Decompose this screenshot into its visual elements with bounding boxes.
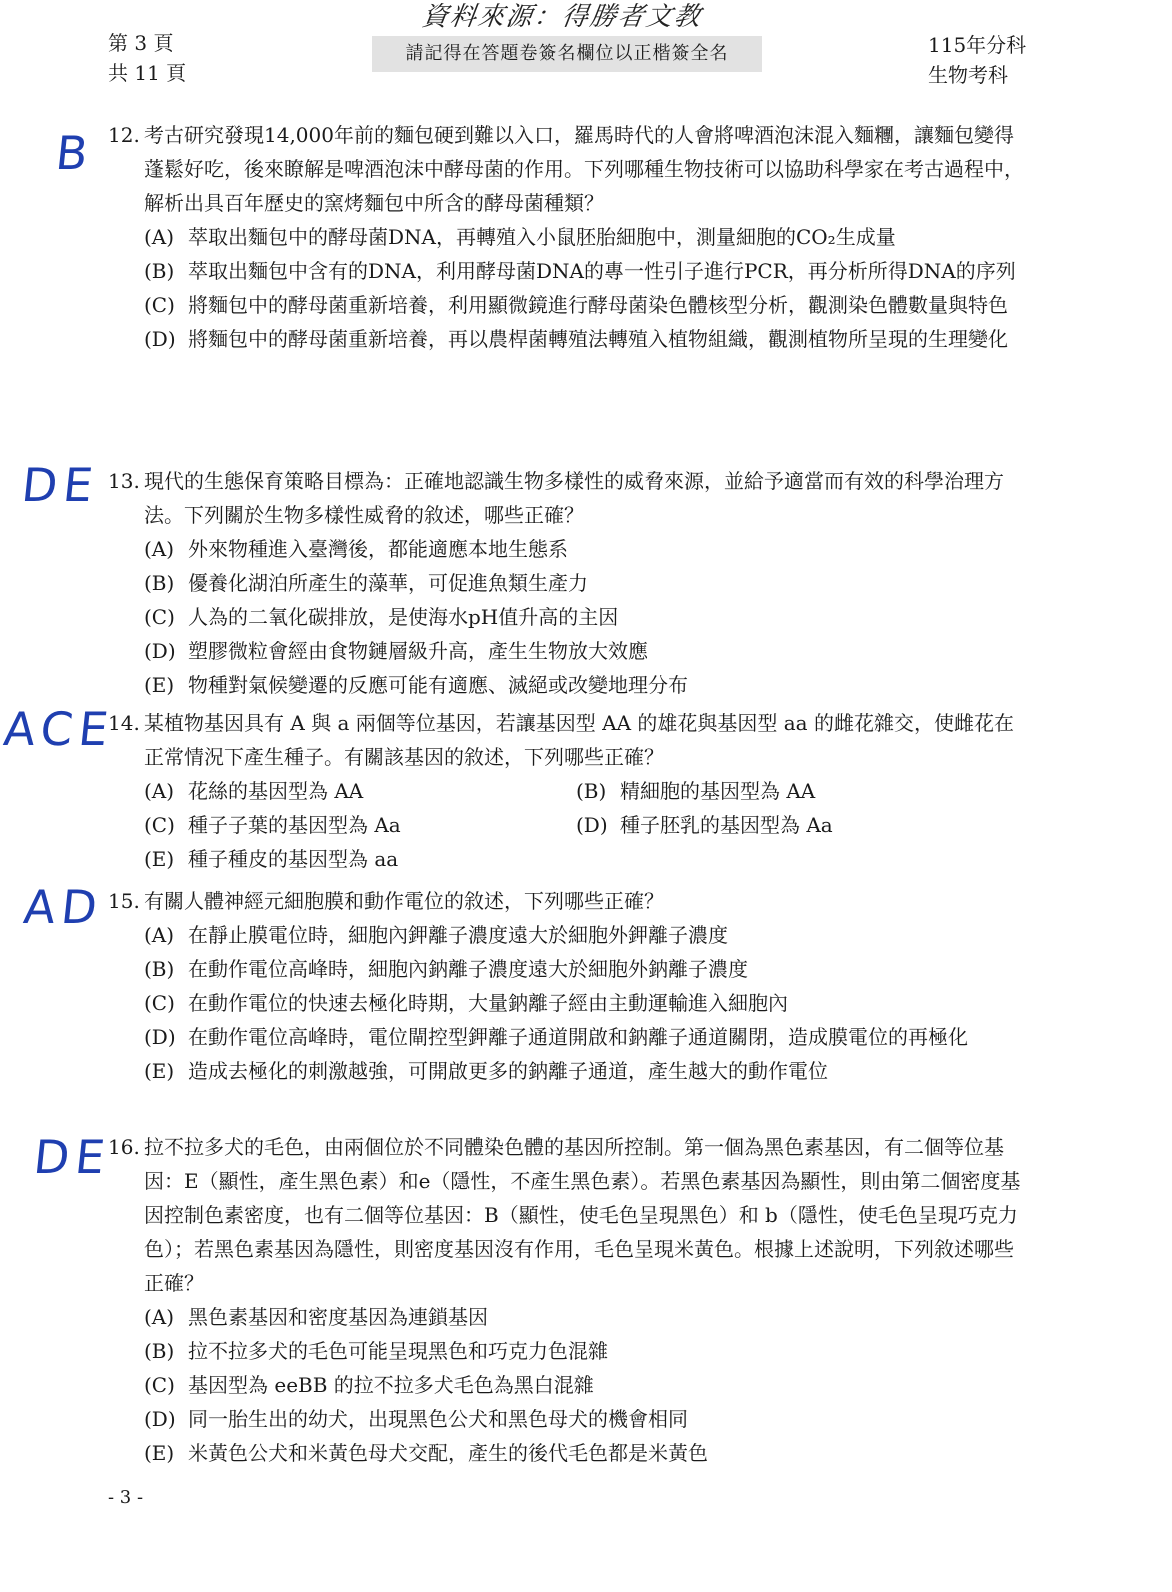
option-label: (B)	[144, 259, 175, 283]
option-label: (B)	[144, 1339, 175, 1363]
option-text: 在動作電位高峰時，電位閘控型鉀離子通道開啟和鈉離子通道關閉，造成膜電位的再極化	[188, 1025, 968, 1049]
option-label: (A)	[144, 779, 175, 803]
footer-page-number: - 3 -	[108, 1487, 144, 1508]
option-label: (E)	[144, 1059, 175, 1083]
option-text: 同一胎生出的幼犬，出現黑色公犬和黑色母犬的機會相同	[188, 1407, 688, 1431]
handwritten-answer: B	[53, 126, 97, 180]
option-label: (A)	[144, 1305, 175, 1329]
option-b	[144, 952, 1028, 986]
signature-notice: 請記得在答題卷簽名欄位以正楷簽全名	[372, 36, 762, 72]
option-text: 在動作電位的快速去極化時期，大量鈉離子經由主動運輸進入細胞內	[188, 991, 788, 1015]
option-text: 萃取出麵包中的酵母菌DNA，再轉殖入小鼠胚胎細胞中，測量細胞的CO₂生成量	[188, 225, 896, 249]
option-text: 將麵包中的酵母菌重新培養，利用顯微鏡進行酵母菌染色體核型分析，觀測染色體數量與特色	[188, 293, 1008, 317]
option-c	[144, 600, 1028, 634]
option-label: (D)	[144, 1025, 176, 1049]
question-14	[108, 706, 1028, 876]
question-13	[108, 464, 1028, 702]
question-number: 15.	[108, 889, 140, 913]
question-16	[108, 1130, 1028, 1470]
option-b	[576, 774, 1008, 808]
option-text: 造成去極化的刺激越強，可開啟更多的鈉離子通道，產生越大的動作電位	[188, 1059, 828, 1083]
option-text: 萃取出麵包中含有的DNA，利用酵母菌DNA的專一性引子進行PCR，再分析所得DNA的序列	[188, 259, 1016, 283]
handwritten-answer: DE	[31, 1130, 114, 1184]
option-b	[144, 254, 1028, 288]
option-label: (D)	[144, 1407, 176, 1431]
option-text: 種子胚乳的基因型為 Aa	[620, 813, 833, 837]
option-label: (B)	[144, 571, 175, 595]
option-e	[144, 668, 1028, 702]
option-label: (E)	[144, 1441, 175, 1465]
option-label: (C)	[144, 1373, 175, 1397]
question-number: 14.	[108, 711, 140, 735]
option-c	[144, 986, 1028, 1020]
option-label: (C)	[144, 991, 175, 1015]
option-label: (E)	[144, 673, 175, 697]
question-stem: 考古研究發現14,000年前的麵包硬到難以入口，羅馬時代的人會將啤酒泡沫混入麵糰，讓麵包變得蓬鬆好吃，後來瞭解是啤酒泡沫中酵母菌的作用。下列哪種生物技術可以協助科學家在考古過程中，解析出具百年歷史的窯烤麵包中所含的酵母菌種類？	[144, 123, 1024, 215]
option-d	[144, 1020, 1028, 1054]
option-d	[144, 634, 1028, 668]
option-label: (D)	[576, 813, 608, 837]
handwritten-answer: DE	[19, 458, 102, 512]
option-e	[144, 1054, 1028, 1088]
option-d	[576, 808, 1008, 842]
option-label: (C)	[144, 813, 175, 837]
question-number: 16.	[108, 1135, 140, 1159]
option-text: 精細胞的基因型為 AA	[620, 779, 816, 803]
option-label: (A)	[144, 923, 175, 947]
option-e	[144, 1436, 1028, 1470]
source-handwriting: 資料來源：得勝者文教	[419, 2, 705, 32]
option-label: (D)	[144, 639, 176, 663]
question-number: 12.	[108, 123, 140, 147]
option-text: 種子種皮的基因型為 aa	[188, 847, 399, 871]
question-number: 13.	[108, 469, 140, 493]
option-text: 米黃色公犬和米黃色母犬交配，產生的後代毛色都是米黃色	[188, 1441, 708, 1465]
option-label: (A)	[144, 537, 175, 561]
option-text: 優養化湖泊所產生的藻華，可促進魚類生產力	[188, 571, 588, 595]
option-c	[144, 1368, 1028, 1402]
option-e	[144, 842, 1028, 876]
option-text: 物種對氣候變遷的反應可能有適應、滅絕或改變地理分布	[188, 673, 688, 697]
option-label: (D)	[144, 327, 176, 351]
option-a	[144, 220, 1028, 254]
option-d	[144, 1402, 1028, 1436]
option-c	[144, 288, 1028, 322]
page-number-label: 第 3 頁	[108, 31, 174, 55]
handwritten-answer: AD	[21, 880, 106, 934]
option-label: (C)	[144, 293, 175, 317]
option-a	[144, 1300, 1028, 1334]
option-text: 人為的二氧化碳排放，是使海水pH值升高的主因	[188, 605, 619, 629]
option-label: (B)	[144, 957, 175, 981]
exam-subject-label: 生物考科	[928, 63, 1008, 87]
option-a	[144, 918, 1028, 952]
option-a	[144, 774, 576, 808]
option-a	[144, 532, 1028, 566]
option-text: 將麵包中的酵母菌重新培養，再以農桿菌轉殖法轉殖入植物組織，觀測植物所呈現的生理變化	[188, 327, 1008, 351]
exam-year-label: 115年分科	[928, 33, 1027, 57]
option-text: 種子子葉的基因型為 Aa	[188, 813, 401, 837]
question-12	[108, 118, 1028, 356]
option-b	[144, 566, 1028, 600]
option-text: 外來物種進入臺灣後，都能適應本地生態系	[188, 537, 568, 561]
option-b	[144, 1334, 1028, 1368]
question-stem: 現代的生態保育策略目標為：正確地認識生物多樣性的威脅來源，並給予適當而有效的科學治理方法。下列關於生物多樣性威脅的敘述，哪些正確？	[144, 469, 1004, 527]
question-stem: 某植物基因具有 A 與 a 兩個等位基因，若讓基因型 AA 的雄花與基因型 aa 的雌花雜交，使雌花在正常情況下產生種子。有關該基因的敘述，下列哪些正確？	[144, 711, 1014, 769]
option-text: 塑膠微粒會經由食物鏈層級升高，產生生物放大效應	[188, 639, 648, 663]
question-stem: 拉不拉多犬的毛色，由兩個位於不同體染色體的基因所控制。第一個為黑色素基因，有二個等位基因：E（顯性，產生黑色素）和e（隱性，不產生黑色素）。若黑色素基因為顯性，則由第二個密度基因控制色素密度，也有二個等位基因：B（顯性，使毛色呈現黑色）和 b（隱性，使毛色呈現巧克力色）；若黑色素基因為隱性，則密度基因沒有作用，毛色呈現米黃色。根據上述說明，下列敘述哪些正確？	[144, 1135, 1021, 1295]
option-d	[144, 322, 1028, 356]
total-pages-label: 共 11 頁	[108, 61, 187, 85]
option-label: (E)	[144, 847, 175, 871]
option-text: 花絲的基因型為 AA	[188, 779, 364, 803]
option-label: (C)	[144, 605, 175, 629]
option-label: (A)	[144, 225, 175, 249]
option-text: 在靜止膜電位時，細胞內鉀離子濃度遠大於細胞外鉀離子濃度	[188, 923, 728, 947]
option-text: 黑色素基因和密度基因為連鎖基因	[188, 1305, 488, 1329]
question-stem: 有關人體神經元細胞膜和動作電位的敘述，下列哪些正確？	[144, 889, 664, 913]
option-text: 在動作電位高峰時，細胞內鈉離子濃度遠大於細胞外鈉離子濃度	[188, 957, 748, 981]
option-text: 拉不拉多犬的毛色可能呈現黑色和巧克力色混雜	[188, 1339, 608, 1363]
option-c	[144, 808, 576, 842]
handwritten-answer: ACE	[1, 702, 117, 756]
option-label: (B)	[576, 779, 607, 803]
question-15	[108, 884, 1028, 1088]
option-text: 基因型為 eeBB 的拉不拉多犬毛色為黑白混雜	[188, 1373, 594, 1397]
